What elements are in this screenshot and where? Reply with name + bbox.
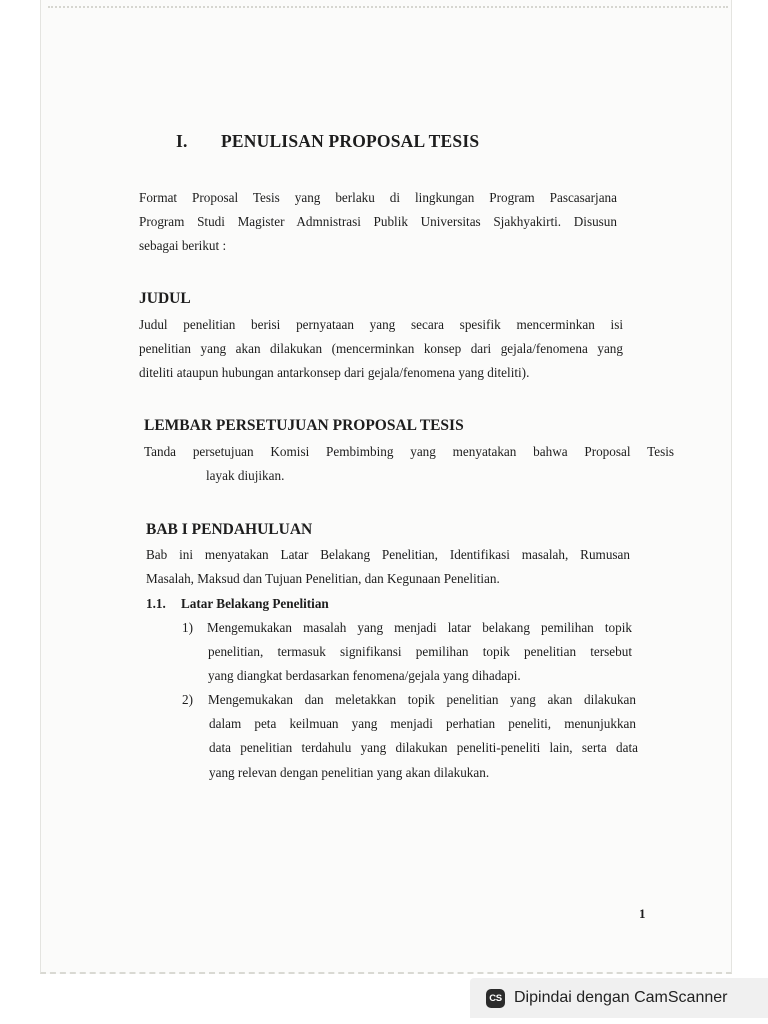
section-title: PENULISAN PROPOSAL TESIS	[221, 131, 480, 151]
camscanner-watermark	[470, 978, 768, 1018]
list-item-line: Mengemukakan masalah yang menjadi latar belakang pemilihan topik	[207, 620, 632, 635]
section-number: I.	[176, 131, 188, 151]
list-item-line: Mengemukakan dan meletakkan topik penelitian yang akan dilakukan	[208, 692, 636, 707]
lembar-line-1: Tanda persetujuan Komisi Pembimbing yang menyatakan bahwa Proposal Tesis	[144, 444, 674, 459]
bab1-line-2: Masalah, Maksud dan Tujuan Penelitian, dan Kegunaan Penelitian.	[146, 571, 500, 586]
subsection-title: Latar Belakang Penelitian	[181, 596, 329, 611]
lembar-heading: LEMBAR PERSETUJUAN PROPOSAL TESIS	[144, 417, 464, 434]
list-item-line: penelitian, termasuk signifikansi pemilihan topik penelitian tersebut	[208, 644, 632, 659]
camscanner-text: Dipindai dengan CamScanner	[514, 989, 728, 1006]
bab1-heading: BAB I PENDAHULUAN	[146, 521, 313, 538]
list-item-line: yang diangkat berdasarkan fenomena/gejala yang dihadapi.	[208, 668, 521, 683]
bab1-line-1: Bab ini menyatakan Latar Belakang Penelitian, Identifikasi masalah, Rumusan	[146, 547, 630, 562]
judul-line-1: Judul penelitian berisi pernyataan yang secara spesifik mencerminkan isi	[139, 317, 623, 332]
list-item-number: 2)	[182, 692, 193, 707]
page-number: 1	[639, 906, 646, 921]
intro-line-1: Format Proposal Tesis yang berlaku di lingkungan Program Pascasarjana	[139, 190, 617, 205]
camscanner-logo-icon: CS	[486, 989, 505, 1008]
list-item-line: dalam peta keilmuan yang menjadi perhatian peneliti, menunjukkan	[209, 716, 636, 731]
lembar-line-2: layak diujikan.	[206, 468, 285, 483]
intro-line-3: sebagai berikut :	[139, 238, 227, 253]
list-item-number: 1)	[182, 620, 193, 635]
list-item-line: yang relevan dengan penelitian yang akan dilakukan.	[209, 765, 490, 780]
judul-heading: JUDUL	[139, 290, 191, 307]
subsection-number: 1.1.	[146, 596, 166, 611]
list-item-line: data penelitian terdahulu yang dilakukan peneliti-peneliti lain, serta data	[209, 740, 638, 755]
judul-line-2: penelitian yang akan dilakukan (mencerminkan konsep dari gejala/fenomena yang	[139, 341, 623, 356]
judul-line-3: diteliti ataupun hubungan antarkonsep dari gejala/fenomena yang diteliti).	[139, 365, 530, 380]
intro-line-2: Program Studi Magister Admnistrasi Publik Universitas Sjakhyakirti. Disusun	[139, 214, 617, 229]
